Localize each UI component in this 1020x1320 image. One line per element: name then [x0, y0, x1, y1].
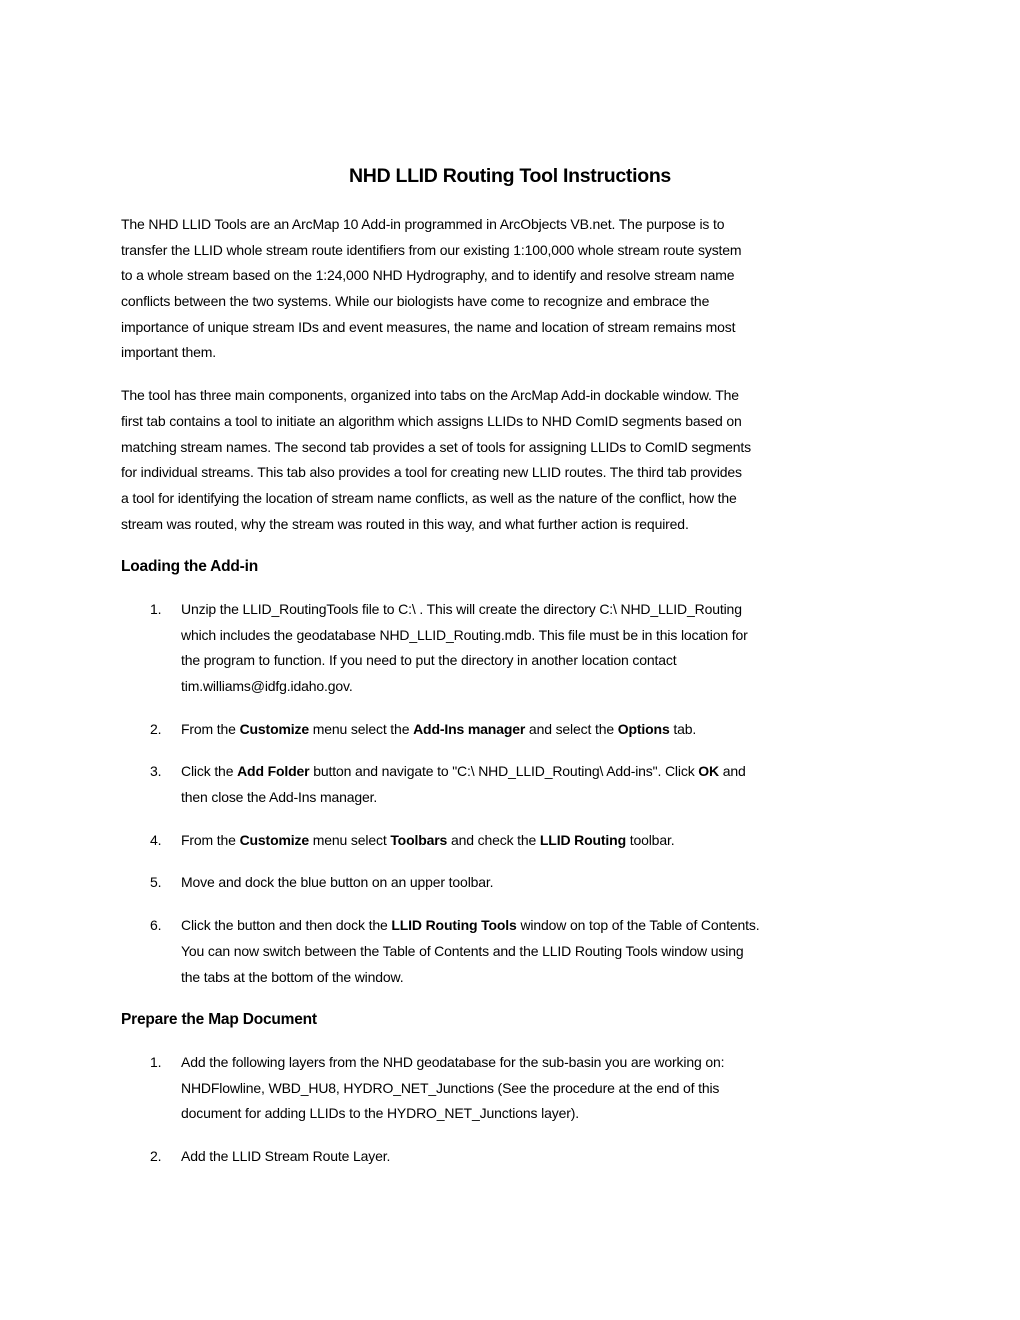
- text-line: [181, 913, 921, 939]
- text-line: [181, 939, 921, 965]
- list-item: [121, 828, 921, 854]
- text-line: The tool has three main components, organized into tabs on the ArcMap Add-in dockable window. The: [121, 387, 739, 404]
- section-heading: Loading the Add-in: [121, 558, 259, 576]
- text-line: first tab contains a tool to initiate an algorithm which assigns LLIDs to NHD ComID segments based on: [121, 412, 742, 429]
- text-run: Click the: [181, 763, 238, 780]
- bold-term: Add-Ins manager: [413, 720, 526, 737]
- list-item: [121, 597, 921, 700]
- text-line: stream was routed, why the stream was routed in this way, and what further action is required.: [121, 515, 689, 532]
- text-line: [181, 870, 921, 896]
- text-run: menu select the: [309, 720, 414, 737]
- text-run: tab.: [669, 720, 697, 737]
- text-line: [181, 717, 921, 743]
- intro-paragraph: [121, 383, 921, 537]
- text-line: for individual streams. This tab also provides a tool for creating new LLID routes. The third tab provides: [121, 464, 742, 481]
- text-run: the program to function. If you need to put the directory in another location contact: [181, 652, 677, 669]
- text-line: [181, 1076, 921, 1102]
- text-line: [181, 1101, 921, 1127]
- text-line: important them.: [121, 344, 217, 361]
- text-run: From the: [181, 831, 240, 848]
- list-number: 2.: [150, 1147, 162, 1164]
- text-run: Add the following layers from the NHD geodatabase for the sub-basin you are working on:: [181, 1053, 725, 1070]
- list-number: 3.: [150, 763, 162, 780]
- list-item: [121, 759, 921, 810]
- list-number: 1.: [150, 1053, 162, 1070]
- list-item: [121, 870, 921, 896]
- text-line: a tool for identifying the location of stream name conflicts, as well as the nature of the conflict, how the: [121, 489, 737, 506]
- list-number: 1.: [150, 600, 162, 617]
- text-line: [181, 674, 921, 700]
- bold-term: Options: [617, 720, 670, 737]
- document-title: NHD LLID Routing Tool Instructions: [349, 165, 671, 187]
- text-line: [181, 1050, 921, 1076]
- text-run: NHDFlowline, WBD_HU8, HYDRO_NET_Junctions (See the procedure at the end of this: [181, 1079, 720, 1096]
- document-body: [121, 212, 921, 1187]
- list-item: [121, 1144, 921, 1170]
- text-line: [181, 785, 921, 811]
- list-item: [121, 913, 921, 990]
- text-run: document for adding LLIDs to the HYDRO_NET_Junctions layer).: [181, 1105, 579, 1122]
- text-run: menu select: [309, 831, 391, 848]
- text-line: [181, 828, 921, 854]
- list-number: 5.: [150, 874, 162, 891]
- bold-term: LLID Routing Tools: [391, 917, 517, 934]
- bold-term: Customize: [239, 831, 309, 848]
- text-line: importance of unique stream IDs and event measures, the name and location of stream remains most: [121, 318, 736, 335]
- text-run: tim.williams@idfg.idaho.gov.: [181, 678, 353, 694]
- text-run: button and navigate to "C:\ NHD_LLID_Routing\ Add-ins". Click: [309, 763, 699, 780]
- text-line: to a whole stream based on the 1:24,000 NHD Hydrography, and to identify and resolve stream name: [121, 267, 735, 284]
- text-line: [181, 648, 921, 674]
- text-line: [181, 965, 921, 991]
- text-run: toolbar.: [625, 831, 675, 848]
- text-line: conflicts between the two systems. While our biologists have come to recognize and embrace the: [121, 293, 710, 310]
- section-loading-the-add-in: [121, 554, 921, 990]
- list-number: 6.: [150, 917, 162, 934]
- text-run: Add the LLID Stream Route Layer.: [181, 1147, 391, 1164]
- bold-term: Toolbars: [390, 831, 448, 848]
- text-run: You can now switch between the Table of Contents and the LLID Routing Tools window using: [181, 942, 744, 959]
- intro-paragraph: [121, 212, 921, 366]
- bold-term: OK: [698, 763, 719, 780]
- bold-term: LLID Routing: [539, 831, 626, 848]
- text-line: transfer the LLID whole stream route identifiers from our existing 1:100,000 whole stream route system: [121, 241, 742, 258]
- text-line: The NHD LLID Tools are an ArcMap 10 Add-in programmed in ArcObjects VB.net. The purpose is to: [121, 216, 725, 232]
- text-run: and select the: [525, 720, 618, 737]
- text-line: [181, 1144, 921, 1170]
- text-run: and check the: [447, 831, 540, 848]
- list-item: [121, 717, 921, 743]
- list-item: [121, 1050, 921, 1127]
- text-run: then close the Add-Ins manager.: [181, 789, 378, 806]
- text-line: [181, 759, 921, 785]
- text-run: which includes the geodatabase NHD_LLID_Routing.mdb. This file must be in this location for: [181, 626, 748, 643]
- section-heading: Prepare the Map Document: [121, 1011, 317, 1029]
- text-run: Unzip the LLID_RoutingTools file to C:\ . This will create the directory C:\ NHD_LLID_Routing: [181, 600, 742, 617]
- text-run: the tabs at the bottom of the window.: [181, 968, 404, 985]
- text-run: From the: [181, 720, 240, 737]
- text-run: and: [718, 763, 746, 780]
- list-number: 2.: [150, 720, 162, 737]
- bold-term: Add Folder: [237, 763, 310, 780]
- section-prepare-the-map-document: [121, 1007, 921, 1169]
- text-run: Move and dock the blue button on an upper toolbar.: [181, 874, 494, 891]
- text-line: [181, 597, 921, 623]
- text-line: matching stream names. The second tab provides a set of tools for assigning LLIDs to ComID segments: [121, 438, 751, 455]
- text-line: [181, 623, 921, 649]
- bold-term: Customize: [239, 720, 309, 737]
- text-run: window on top of the Table of Contents.: [516, 917, 760, 934]
- list-number: 4.: [150, 831, 162, 848]
- text-run: Click the button and then dock the: [181, 917, 392, 934]
